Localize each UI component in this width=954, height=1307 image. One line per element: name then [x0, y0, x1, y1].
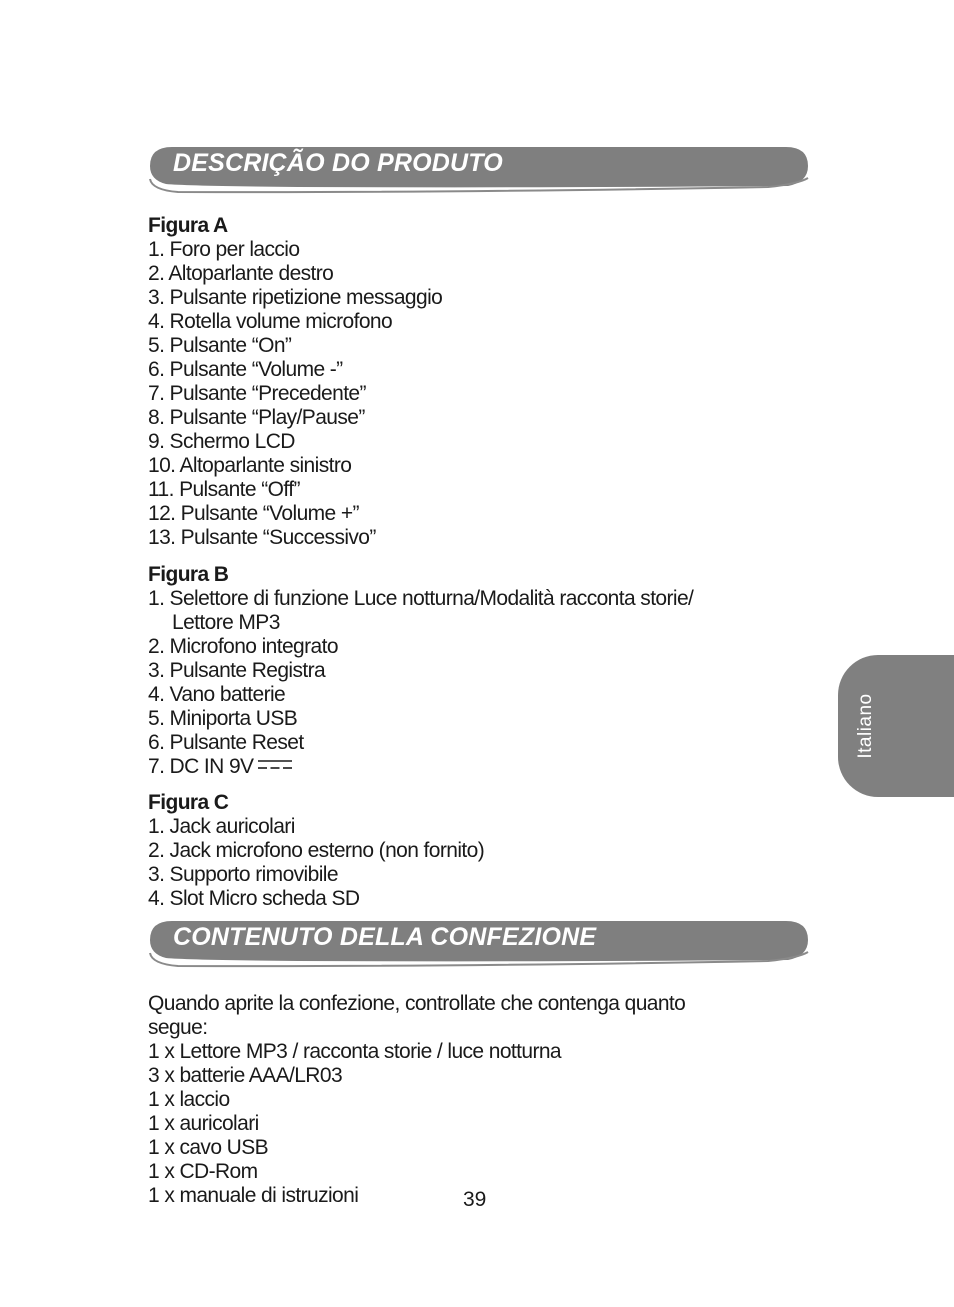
list-item: 10. Altoparlante sinistro	[148, 454, 352, 477]
list-item: 2. Altoparlante destro	[148, 262, 334, 285]
package-contents	[148, 992, 685, 1208]
section-title: DESCRIÇÃO DO PRODUTO	[173, 149, 503, 177]
list-item: 3. Pulsante ripetizione messaggio	[148, 286, 443, 309]
list-item: 4. Slot Micro scheda SD	[148, 887, 360, 910]
list-item: 13. Pulsante “Successivo”	[148, 526, 376, 549]
list-item: 1 x laccio	[148, 1088, 230, 1111]
intro-text: segue:	[148, 1016, 208, 1039]
list-item: 5. Miniporta USB	[148, 707, 298, 730]
list-item: 3. Pulsante Registra	[148, 659, 326, 682]
dc-current-icon	[258, 759, 292, 771]
page-number: 39	[463, 1188, 487, 1211]
list-item: 1 x Lettore MP3 / racconta storie / luce notturna	[148, 1040, 561, 1063]
dc-in-label: 7. DC IN 9V	[148, 755, 254, 778]
list-item: 1 x auricolari	[148, 1112, 259, 1135]
list-item: 4. Rotella volume microfono	[148, 310, 393, 333]
list-item: 12. Pulsante “Volume +”	[148, 502, 359, 525]
figure-a-list	[148, 214, 442, 550]
list-item: 6. Pulsante “Volume -”	[148, 358, 343, 381]
list-item: 11. Pulsante “Off”	[148, 478, 300, 501]
list-item: 1. Jack auricolari	[148, 815, 295, 838]
section-title: CONTENUTO DELLA CONFEZIONE	[173, 923, 597, 951]
list-item: 2. Microfono integrato	[148, 635, 338, 658]
list-item: 2. Jack microfono esterno (non fornito)	[148, 839, 485, 862]
list-item: 1. Foro per laccio	[148, 238, 300, 261]
list-item-continuation: Lettore MP3	[172, 611, 280, 634]
list-item: 6. Pulsante Reset	[148, 731, 304, 754]
list-item: 1 x manuale di istruzioni	[148, 1184, 359, 1207]
list-item-dc-in	[148, 755, 693, 779]
list-item: 9. Schermo LCD	[148, 430, 295, 453]
language-tab-label: Italiano	[855, 693, 876, 759]
list-item: 8. Pulsante “Play/Pause”	[148, 406, 365, 429]
list-item: 1 x cavo USB	[148, 1136, 269, 1159]
figure-a-title: Figura A	[148, 214, 228, 237]
figure-b-title: Figura B	[148, 563, 229, 586]
list-item: 4. Vano batterie	[148, 683, 286, 706]
figure-c-title: Figura C	[148, 791, 229, 814]
intro-text: Quando aprite la confezione, controllate che contenga quanto	[148, 992, 686, 1015]
list-item: 3 x batterie AAA/LR03	[148, 1064, 343, 1087]
list-item: 7. Pulsante “Precedente”	[148, 382, 366, 405]
figure-c-list	[148, 791, 484, 911]
list-item: 3. Supporto rimovibile	[148, 863, 338, 886]
section-header-descricao	[148, 146, 810, 198]
list-item: 1 x CD-Rom	[148, 1160, 258, 1183]
list-item: 5. Pulsante “On”	[148, 334, 292, 357]
figure-b-list	[148, 563, 693, 779]
section-header-contenuto	[148, 920, 810, 972]
list-item: 1. Selettore di funzione Luce notturna/Modalità racconta storie/	[148, 587, 694, 610]
